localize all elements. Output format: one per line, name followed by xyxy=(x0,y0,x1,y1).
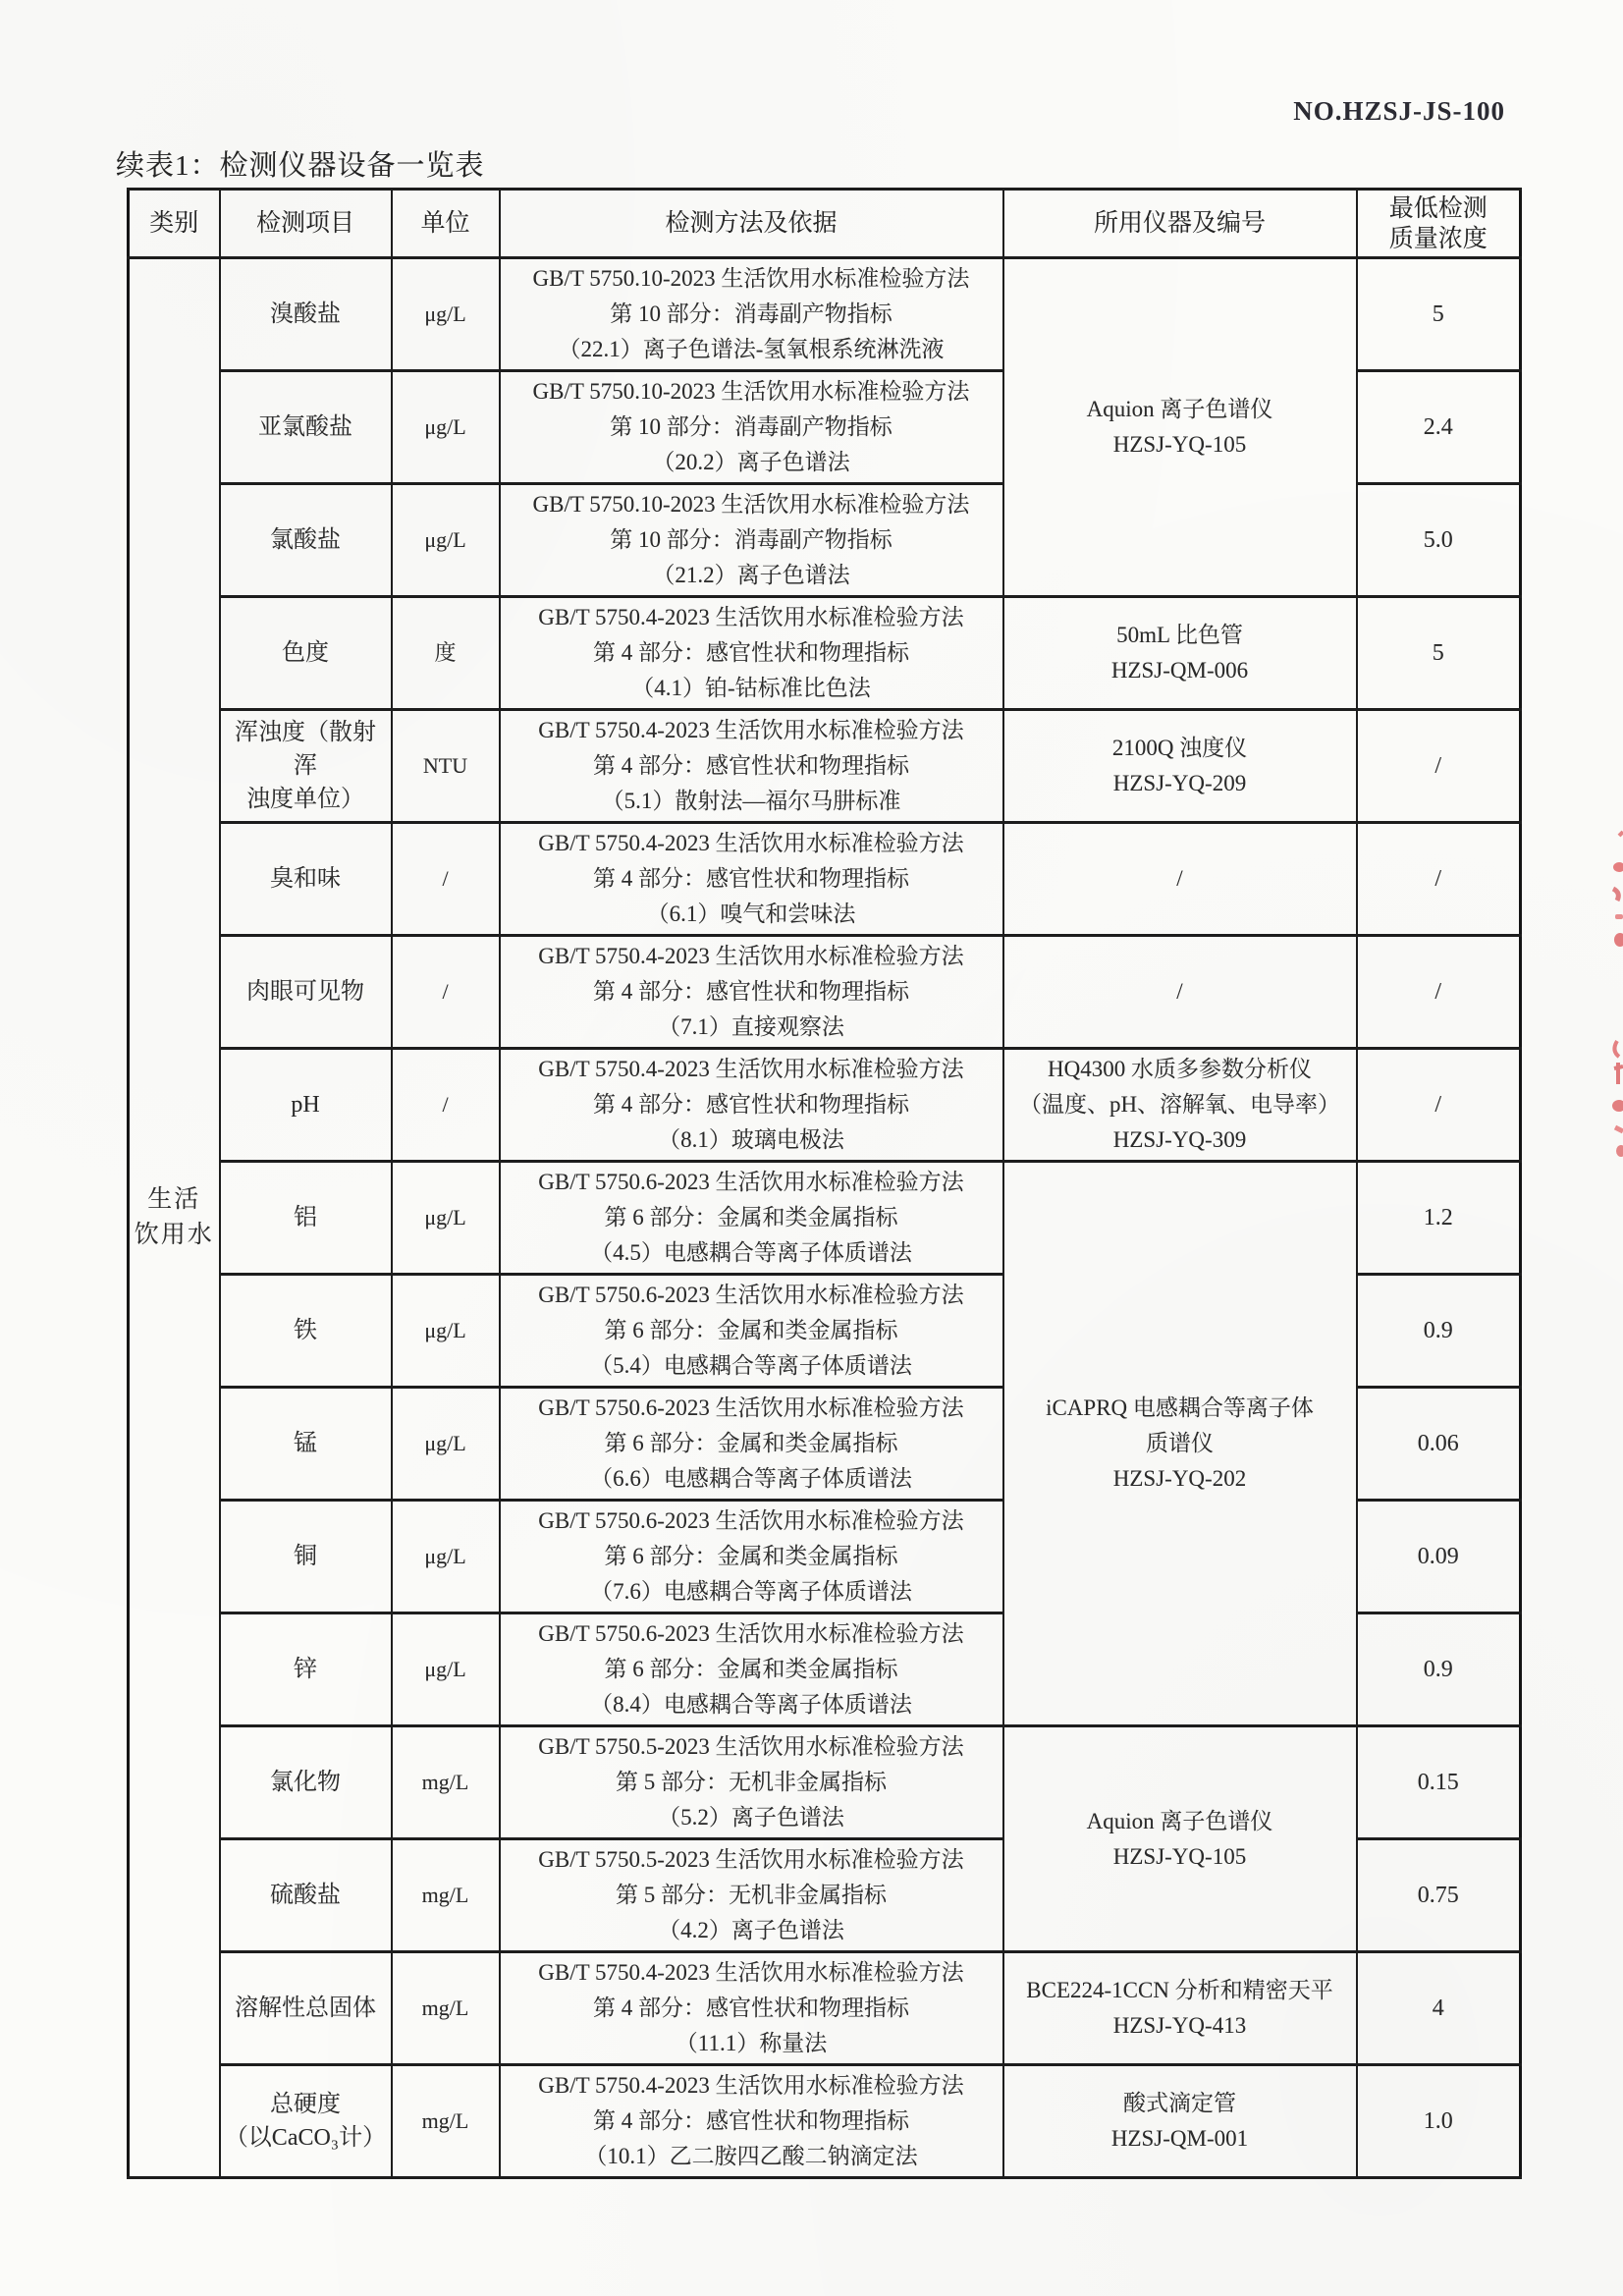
method-cell: GB/T 5750.4-2023 生活饮用水标准检验方法 第 4 部分：感官性状和物理指标 （4.1）铂-钴标准比色法 xyxy=(500,597,1003,710)
instrument-cell: 50mL 比色管 HZSJ-QM-006 xyxy=(1003,597,1357,710)
item-cell: 氯化物 xyxy=(220,1726,392,1839)
unit-cell: / xyxy=(392,823,500,936)
item-cell: 铝 xyxy=(220,1162,392,1275)
method-cell: GB/T 5750.6-2023 生活饮用水标准检验方法 第 6 部分：金属和类金属指标 （8.4）电感耦合等离子体质谱法 xyxy=(500,1613,1003,1726)
limit-cell: / xyxy=(1357,823,1521,936)
table-row xyxy=(129,936,1521,1049)
instrument-cell: 2100Q 浊度仪 HZSJ-YQ-209 xyxy=(1003,710,1357,823)
instrument-cell: / xyxy=(1003,936,1357,1049)
limit-cell: 1.0 xyxy=(1357,2065,1521,2178)
method-cell: GB/T 5750.4-2023 生活饮用水标准检验方法 第 4 部分：感官性状和物理指标 （8.1）玻璃电极法 xyxy=(500,1049,1003,1162)
item-cell: 硫酸盐 xyxy=(220,1839,392,1952)
instrument-cell: HQ4300 水质多参数分析仪 （温度、pH、溶解氧、电导率） HZSJ-YQ-309 xyxy=(1003,1049,1357,1162)
unit-cell: μg/L xyxy=(392,1162,500,1275)
limit-cell: 0.15 xyxy=(1357,1726,1521,1839)
instrument-cell: Aquion 离子色谱仪 HZSJ-YQ-105 xyxy=(1003,1726,1357,1952)
limit-cell: / xyxy=(1357,936,1521,1049)
limit-cell: 0.75 xyxy=(1357,1839,1521,1952)
limit-cell: 0.06 xyxy=(1357,1388,1521,1501)
method-cell: GB/T 5750.4-2023 生活饮用水标准检验方法 第 4 部分：感官性状和物理指标 （5.1）散射法—福尔马肼标准 xyxy=(500,710,1003,823)
item-cell: 氯酸盐 xyxy=(220,484,392,597)
column-header: 最低检测 质量浓度 xyxy=(1357,190,1521,258)
method-cell: GB/T 5750.10-2023 生活饮用水标准检验方法 第 10 部分：消毒副产物指标 （22.1）离子色谱法-氢氧根系统淋洗液 xyxy=(500,258,1003,371)
method-cell: GB/T 5750.4-2023 生活饮用水标准检验方法 第 4 部分：感官性状和物理指标 （11.1）称量法 xyxy=(500,1952,1003,2065)
table-row xyxy=(129,1952,1521,2065)
limit-cell: 4 xyxy=(1357,1952,1521,2065)
item-cell: 锰 xyxy=(220,1388,392,1501)
limit-cell: 0.9 xyxy=(1357,1613,1521,1726)
table-row xyxy=(129,2065,1521,2178)
unit-cell: μg/L xyxy=(392,1275,500,1388)
unit-cell: / xyxy=(392,1049,500,1162)
red-stamp-fragment xyxy=(1597,1033,1623,1200)
item-cell: 浑浊度（散射浑 浊度单位） xyxy=(220,710,392,823)
red-stamp-fragment xyxy=(1597,830,1623,987)
doc-number: NO.HZSJ-JS-100 xyxy=(1293,96,1505,126)
limit-cell: 5.0 xyxy=(1357,484,1521,597)
item-cell: 色度 xyxy=(220,597,392,710)
item-cell: pH xyxy=(220,1049,392,1162)
header-row xyxy=(129,190,1521,258)
table-row xyxy=(129,710,1521,823)
method-cell: GB/T 5750.6-2023 生活饮用水标准检验方法 第 6 部分：金属和类金属指标 （5.4）电感耦合等离子体质谱法 xyxy=(500,1275,1003,1388)
item-cell: 溶解性总固体 xyxy=(220,1952,392,2065)
category-cell: 生活 饮用水 xyxy=(129,258,220,2178)
item-cell: 亚氯酸盐 xyxy=(220,371,392,484)
unit-cell: mg/L xyxy=(392,2065,500,2178)
column-header: 类别 xyxy=(129,190,220,258)
instrument-cell: / xyxy=(1003,823,1357,936)
limit-cell: 2.4 xyxy=(1357,371,1521,484)
table-row xyxy=(129,1726,1521,1839)
unit-cell: mg/L xyxy=(392,1952,500,2065)
method-cell: GB/T 5750.6-2023 生活饮用水标准检验方法 第 6 部分：金属和类金属指标 （4.5）电感耦合等离子体质谱法 xyxy=(500,1162,1003,1275)
instrument-cell: 酸式滴定管 HZSJ-QM-001 xyxy=(1003,2065,1357,2178)
item-cell: 臭和味 xyxy=(220,823,392,936)
instrument-table xyxy=(127,188,1522,2179)
limit-cell: 0.9 xyxy=(1357,1275,1521,1388)
unit-cell: / xyxy=(392,936,500,1049)
limit-cell: 5 xyxy=(1357,258,1521,371)
item-cell: 铁 xyxy=(220,1275,392,1388)
method-cell: GB/T 5750.10-2023 生活饮用水标准检验方法 第 10 部分：消毒副产物指标 （20.2）离子色谱法 xyxy=(500,371,1003,484)
item-cell: 肉眼可见物 xyxy=(220,936,392,1049)
table-row xyxy=(129,823,1521,936)
limit-cell: 1.2 xyxy=(1357,1162,1521,1275)
column-header: 检测方法及依据 xyxy=(500,190,1003,258)
instrument-cell: Aquion 离子色谱仪 HZSJ-YQ-105 xyxy=(1003,258,1357,597)
table-row xyxy=(129,1049,1521,1162)
unit-cell: mg/L xyxy=(392,1839,500,1952)
item-cell: 总硬度 （以CaCO₃计） xyxy=(220,2065,392,2178)
unit-cell: NTU xyxy=(392,710,500,823)
unit-cell: mg/L xyxy=(392,1726,500,1839)
method-cell: GB/T 5750.5-2023 生活饮用水标准检验方法 第 5 部分：无机非金属指标 （5.2）离子色谱法 xyxy=(500,1726,1003,1839)
instrument-table-container xyxy=(127,188,1522,2179)
table-row xyxy=(129,258,1521,371)
unit-cell: μg/L xyxy=(392,484,500,597)
method-cell: GB/T 5750.6-2023 生活饮用水标准检验方法 第 6 部分：金属和类金属指标 （7.6）电感耦合等离子体质谱法 xyxy=(500,1501,1003,1613)
method-cell: GB/T 5750.6-2023 生活饮用水标准检验方法 第 6 部分：金属和类金属指标 （6.6）电感耦合等离子体质谱法 xyxy=(500,1388,1003,1501)
unit-cell: μg/L xyxy=(392,1501,500,1613)
limit-cell: 0.09 xyxy=(1357,1501,1521,1613)
unit-cell: μg/L xyxy=(392,1613,500,1726)
method-cell: GB/T 5750.5-2023 生活饮用水标准检验方法 第 5 部分：无机非金属指标 （4.2）离子色谱法 xyxy=(500,1839,1003,1952)
method-cell: GB/T 5750.4-2023 生活饮用水标准检验方法 第 4 部分：感官性状和物理指标 （6.1）嗅气和尝味法 xyxy=(500,823,1003,936)
unit-cell: 度 xyxy=(392,597,500,710)
limit-cell: / xyxy=(1357,1049,1521,1162)
method-cell: GB/T 5750.4-2023 生活饮用水标准检验方法 第 4 部分：感官性状和物理指标 （7.1）直接观察法 xyxy=(500,936,1003,1049)
limit-cell: 5 xyxy=(1357,597,1521,710)
method-cell: GB/T 5750.10-2023 生活饮用水标准检验方法 第 10 部分：消毒副产物指标 （21.2）离子色谱法 xyxy=(500,484,1003,597)
unit-cell: μg/L xyxy=(392,371,500,484)
column-header: 单位 xyxy=(392,190,500,258)
unit-cell: μg/L xyxy=(392,1388,500,1501)
table-row xyxy=(129,597,1521,710)
instrument-cell: iCAPRQ 电感耦合等离子体 质谱仪 HZSJ-YQ-202 xyxy=(1003,1162,1357,1726)
unit-cell: μg/L xyxy=(392,258,500,371)
column-header: 检测项目 xyxy=(220,190,392,258)
item-cell: 锌 xyxy=(220,1613,392,1726)
table-row xyxy=(129,1162,1521,1275)
column-header: 所用仪器及编号 xyxy=(1003,190,1357,258)
item-cell: 铜 xyxy=(220,1501,392,1613)
method-cell: GB/T 5750.4-2023 生活饮用水标准检验方法 第 4 部分：感官性状和物理指标 （10.1）乙二胺四乙酸二钠滴定法 xyxy=(500,2065,1003,2178)
limit-cell: / xyxy=(1357,710,1521,823)
item-cell: 溴酸盐 xyxy=(220,258,392,371)
page-title: 续表1：检测仪器设备一览表 xyxy=(116,150,485,182)
instrument-cell: BCE224-1CCN 分析和精密天平 HZSJ-YQ-413 xyxy=(1003,1952,1357,2065)
